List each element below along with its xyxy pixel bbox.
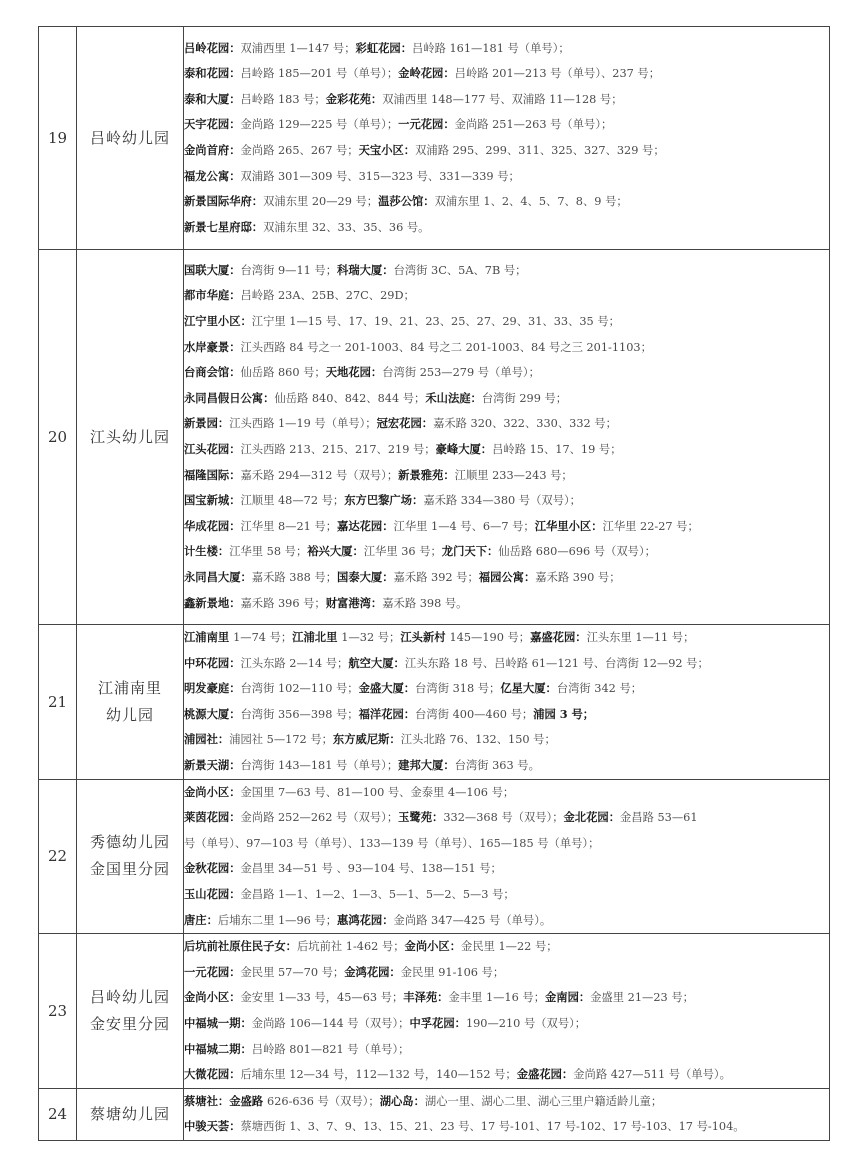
address-range: 金尚路 347—425 号（单号）。 <box>393 913 552 927</box>
address-range: 嘉禾路 294—312 号（双号）； <box>240 468 399 482</box>
estate-name: 永同昌假日公寓： <box>184 390 275 405</box>
estate-name: 金盛路 <box>229 1093 268 1108</box>
estate-name: 唐庄： <box>184 912 218 927</box>
zone-line <box>184 386 829 412</box>
estate-name: 玉山花园： <box>184 886 241 901</box>
kindergarten-name <box>77 625 184 780</box>
zone-detail <box>184 779 830 934</box>
zone-line <box>184 1037 829 1063</box>
address-range: 嘉禾路 398 号。 <box>382 596 468 610</box>
address-range: 吕岭路 185—201 号（单号）； <box>240 67 399 81</box>
estate-name: 新景七星府邸： <box>184 219 264 234</box>
address-range: 190—210 号（双号）； <box>465 1016 587 1030</box>
estate-name: 金尚首府： <box>184 143 241 157</box>
zone-line <box>184 625 829 651</box>
address-range: 金尚路 251—263 号（单号）； <box>454 118 613 132</box>
row-number: 24 <box>39 1088 77 1140</box>
estate-name: 吕岭花园： <box>184 40 241 55</box>
kindergarten-name-line: 江浦南里 <box>97 678 162 697</box>
estate-name: 明发豪庭： <box>184 681 241 696</box>
kindergarten-name <box>77 27 184 250</box>
estate-name: 华成花园： <box>184 518 241 533</box>
zone-detail <box>184 934 830 1089</box>
zone-line <box>184 1062 829 1088</box>
zone-line <box>184 335 829 361</box>
row-number: 22 <box>39 779 77 934</box>
address-range: 双浦西里 148—177 号、双浦路 11—128 号； <box>382 92 623 106</box>
estate-name: 惠鸿花园： <box>337 912 394 927</box>
address-range: 145—190 号； <box>449 631 531 644</box>
address-range: 嘉禾路 320、322、330、332 号； <box>433 417 617 431</box>
zone-line <box>184 258 829 284</box>
kindergarten-name <box>77 779 184 934</box>
zone-line <box>184 539 829 565</box>
estate-name: 建邦大厦： <box>398 757 455 772</box>
address-range: 江华里 1—4 号、6—7 号； <box>393 519 535 533</box>
kindergarten-name-line: 蔡塘幼儿园 <box>89 1104 170 1123</box>
estate-name: 航空大厦： <box>348 655 405 670</box>
address-range: 吕岭路 23A、25B、27C、29D； <box>240 289 415 303</box>
address-range: 金尚路 129—225 号（单号）； <box>240 118 399 132</box>
address-range: 金尚路 106—144 号（双号）； <box>251 1016 410 1030</box>
zone-line <box>184 138 829 164</box>
address-range: 嘉禾路 388 号； <box>251 570 338 584</box>
address-range: 台湾街 253—279 号（单号）； <box>382 366 540 380</box>
estate-name: 福隆国际： <box>184 467 241 482</box>
estate-name: 金秋花园： <box>184 861 241 876</box>
estate-name: 永同昌大厦： <box>184 569 252 584</box>
zone-line <box>184 565 829 591</box>
estate-name: 福园公寓： <box>478 569 536 584</box>
estate-name: 江华里小区： <box>534 518 603 533</box>
estate-name: 金南园： <box>545 990 591 1005</box>
estate-name: 江头花园： <box>184 442 241 456</box>
zone-line <box>184 934 829 960</box>
estate-name: 国泰大厦： <box>337 569 394 584</box>
estate-name: 金尚小区： <box>184 784 241 799</box>
estate-name: 国宝新城： <box>184 493 241 508</box>
zone-line <box>184 676 829 702</box>
estate-name: 莱茵花园： <box>184 810 241 825</box>
estate-name: 金盛花园： <box>516 1067 574 1082</box>
address-range: 江头西路 1—19 号（单号）； <box>229 417 377 431</box>
zone-line <box>184 831 829 857</box>
kindergarten-name <box>77 1088 184 1140</box>
estate-name: 中骏天荟： <box>184 1119 241 1134</box>
estate-name: 新景雅苑： <box>398 467 455 482</box>
address-range: 金尚路 265、267 号； <box>240 144 359 157</box>
address-range: 浦园社 5—172 号； <box>229 733 333 747</box>
table-body <box>39 27 830 1141</box>
estate-name: 国联大厦： <box>184 262 241 277</box>
address-range: 金昌里 34—51 号 、93—104 号、138—151 号； <box>240 862 502 876</box>
address-range: 金民里 91-106 号； <box>400 965 505 979</box>
estate-name: 金鸿花园： <box>344 964 401 979</box>
address-range: 626-636 号（双号）； <box>267 1094 380 1108</box>
address-range: 台湾街 400—460 号； <box>415 707 534 721</box>
zone-line <box>184 437 829 463</box>
estate-name: 财富港湾： <box>325 595 383 610</box>
estate-name: 东方巴黎广场： <box>344 493 424 508</box>
address-range: 台湾街 3C、5A、7B 号； <box>393 263 527 277</box>
address-range: 双浦西里 1—147 号； <box>240 41 356 55</box>
estate-name: 金岭花园： <box>398 66 455 81</box>
zone-line <box>184 780 829 806</box>
estate-name: 玉鹭苑： <box>398 810 444 825</box>
table-row <box>39 779 830 934</box>
address-range: 吕岭路 801—821 号（单号）； <box>251 1042 410 1056</box>
table-row <box>39 27 830 250</box>
address-range: 江头东里 1—11 号； <box>586 631 695 644</box>
zone-line <box>184 87 829 113</box>
zone-line <box>184 1089 829 1115</box>
zone-line <box>184 805 829 831</box>
estate-name: 金北花园： <box>563 810 620 825</box>
estate-name: 桃源大厦： <box>184 706 241 721</box>
address-range: 双浦路 295、299、311、325、327、329 号； <box>415 144 665 157</box>
zone-line <box>184 727 829 753</box>
address-range: 金安里 1—33 号，45—63 号； <box>240 991 404 1005</box>
address-range: 台湾街 9—11 号； <box>240 263 338 277</box>
estate-name: 温莎公馆： <box>378 194 435 209</box>
estate-name: 科瑞大厦： <box>337 262 394 277</box>
estate-name: 嘉达花园： <box>337 518 394 533</box>
address-range: 仙岳路 840、842、844 号； <box>274 391 426 405</box>
enrollment-zone-table <box>38 26 830 1141</box>
zone-line <box>184 189 829 215</box>
zone-line <box>184 1011 829 1037</box>
estate-name: 新景天湖： <box>184 757 241 772</box>
address-range: 金昌路 1—1、1—2、1—3、5—1、5—2、5—3 号； <box>240 887 515 901</box>
zone-line <box>184 1114 829 1140</box>
address-range: 江头东路 2—14 号； <box>240 656 349 670</box>
address-range: 号（单号）、97—103 号（单号）、133—139 号（单号）、165—185 号（单号）； <box>184 836 600 850</box>
address-range: 双浦路 301—309 号、315—323 号、331—339 号； <box>240 169 520 183</box>
estate-name: 泰和大厦： <box>184 91 241 106</box>
estate-name: 中孚花园： <box>409 1015 466 1030</box>
estate-name: 江浦南里 <box>184 630 234 644</box>
row-number: 19 <box>39 27 77 250</box>
address-range: 后坑前社 1-462 号； <box>296 940 405 954</box>
address-range: 江华里 36 号； <box>363 545 442 559</box>
zone-line <box>184 463 829 489</box>
zone-line <box>184 112 829 138</box>
address-range: 后埔东二里 1—96 号； <box>217 913 338 927</box>
address-range: 金盛里 21—23 号； <box>590 991 694 1005</box>
estate-name: 天宇花园： <box>184 117 241 132</box>
address-range: 江华里 8—21 号； <box>240 519 338 533</box>
estate-name: 湖心岛： <box>379 1093 425 1108</box>
address-range: 金民里 1—22 号； <box>461 940 558 954</box>
row-number: 23 <box>39 934 77 1089</box>
estate-name: 浦园 3 号； <box>533 706 595 721</box>
estate-name: 福洋花园： <box>358 706 416 721</box>
estate-name: 金盛大厦： <box>358 681 416 696</box>
zone-detail <box>184 625 830 780</box>
address-range: 仙岳路 680—696 号（双号）； <box>498 545 656 559</box>
estate-name: 新景国际华府： <box>184 194 264 209</box>
zone-line <box>184 753 829 779</box>
table-row <box>39 1088 830 1140</box>
address-range: 湖心一里、湖心二里、湖心三里户籍适龄儿童； <box>424 1094 663 1108</box>
kindergarten-name <box>77 934 184 1089</box>
kindergarten-name-line: 江头幼儿园 <box>89 427 170 446</box>
address-range: 台湾街 342 号； <box>556 682 643 696</box>
kindergarten-name-line: 金国里分园 <box>89 860 170 879</box>
address-range: 台湾街 356—398 号； <box>240 707 359 721</box>
address-range: 金尚路 427—511 号（单号）。 <box>573 1068 731 1082</box>
estate-name: 亿星大厦： <box>500 681 557 696</box>
estate-name: 江浦北里 <box>292 630 342 644</box>
estate-name: 龙门天下： <box>441 544 499 559</box>
address-range: 江顺里 233—243 号； <box>454 468 573 482</box>
estate-name: 水岸豪景： <box>184 339 241 354</box>
address-range: 嘉禾路 334—380 号（双号）； <box>423 494 581 508</box>
zone-line <box>184 985 829 1011</box>
estate-name: 江头新村 <box>400 630 450 644</box>
zone-line <box>184 36 829 62</box>
estate-name: 后坑前社原住民子女： <box>184 939 297 954</box>
estate-name: 一元花园： <box>184 964 241 979</box>
zone-line <box>184 360 829 386</box>
address-range: 台湾街 363 号。 <box>454 758 540 772</box>
address-range: 江头西路 213、215、217、219 号； <box>240 443 436 456</box>
kindergarten-name-line: 秀德幼儿园 <box>89 833 170 852</box>
address-range: 台湾街 102—110 号； <box>240 682 359 696</box>
address-range: 金丰里 1—16 号； <box>448 991 545 1005</box>
estate-name: 中福城二期： <box>184 1041 252 1056</box>
address-range: 金尚路 252—262 号（双号）； <box>240 811 399 825</box>
address-range: 金昌路 53—61 <box>620 811 698 825</box>
address-range: 江宁里 1—15 号、17、19、21、23、25、27、29、31、33、35 号； <box>251 315 620 329</box>
address-range: 台湾街 299 号； <box>481 391 568 405</box>
kindergarten-name-line: 金安里分园 <box>89 1014 170 1033</box>
address-range: 台湾街 143—181 号（单号）； <box>240 758 399 772</box>
row-number: 21 <box>39 625 77 780</box>
estate-name: 台商会馆： <box>184 365 241 380</box>
estate-name: 中环花园： <box>184 655 241 670</box>
estate-name: 裕兴大厦： <box>307 544 364 559</box>
estate-name: 天地花园： <box>325 365 383 380</box>
estate-name: 东方威尼斯： <box>332 732 401 747</box>
address-range: 台湾街 318 号； <box>415 682 501 696</box>
address-range: 嘉禾路 390 号； <box>535 570 621 584</box>
address-range: 双浦东里 32、33、35、36 号。 <box>263 220 430 234</box>
zone-line <box>184 61 829 87</box>
estate-name: 丰泽苑： <box>403 990 449 1005</box>
zone-line <box>184 702 829 728</box>
zone-line <box>184 856 829 882</box>
estate-name: 一元花园： <box>398 117 455 132</box>
zone-line <box>184 309 829 335</box>
estate-name: 江宁里小区： <box>184 314 252 329</box>
estate-name: 冠宏花园： <box>376 416 434 431</box>
table-row <box>39 934 830 1089</box>
address-range: 江头东路 18 号、吕岭路 61—121 号、台湾街 12—92 号； <box>404 656 709 670</box>
address-range: 江头北路 76、132、150 号； <box>400 733 556 747</box>
estate-name: 禾山法庭： <box>425 390 482 405</box>
estate-name: 彩虹花园： <box>355 40 413 55</box>
estate-name: 新景园： <box>184 416 230 431</box>
zone-line <box>184 488 829 514</box>
kindergarten-name <box>77 250 184 625</box>
zone-line <box>184 283 829 309</box>
address-range: 后埔东里 12—34 号，112—132 号，140—152 号； <box>240 1068 517 1082</box>
estate-name: 泰和花园： <box>184 66 241 81</box>
zone-detail <box>184 27 830 250</box>
zone-detail <box>184 250 830 625</box>
zone-line <box>184 960 829 986</box>
address-range: 吕岭路 15、17、19 号； <box>492 443 622 456</box>
estate-name: 嘉盛花园： <box>530 630 587 644</box>
address-range: 江华里 58 号； <box>229 545 308 559</box>
estate-name: 都市华庭： <box>184 288 241 303</box>
address-range: 金国里 7—63 号、81—100 号、金泰里 4—106 号； <box>240 785 515 799</box>
kindergarten-name-line: 吕岭幼儿园 <box>89 987 170 1006</box>
table-row <box>39 250 830 625</box>
address-range: 嘉禾路 396 号； <box>240 596 326 610</box>
address-range: 江华里 22-27 号； <box>602 519 699 533</box>
address-range: 1—74 号； <box>233 631 293 644</box>
address-range: 仙岳路 860 号； <box>240 366 326 380</box>
address-range: 蔡塘西街 1、3、7、9、13、15、21、23 号、17 号-101、17 号-102、17 号-103、17 号-104。 <box>240 1120 745 1134</box>
address-range: 1—32 号； <box>341 631 401 644</box>
address-range: 332—368 号（双号）； <box>443 811 564 825</box>
zone-line <box>184 514 829 540</box>
zone-line <box>184 591 829 617</box>
estate-name: 豪峰大厦： <box>435 442 493 456</box>
kindergarten-name-line: 吕岭幼儿园 <box>89 128 170 147</box>
zone-detail <box>184 1088 830 1140</box>
zone-line <box>184 908 829 934</box>
estate-name: 蔡塘社： <box>184 1093 230 1108</box>
estate-name: 大微花园： <box>184 1067 241 1082</box>
estate-name: 浦园社： <box>184 732 230 747</box>
address-range: 江头西路 84 号之一 201-1003、84 号之二 201-1003、84 号之三 201-1103； <box>240 340 652 354</box>
estate-name: 鑫新景地： <box>184 595 241 610</box>
estate-name: 中福城一期： <box>184 1015 252 1030</box>
address-range: 吕岭路 161—181 号（单号）； <box>412 41 570 55</box>
estate-name: 金尚小区： <box>404 939 462 954</box>
row-number: 20 <box>39 250 77 625</box>
estate-name: 天宝小区： <box>358 143 416 157</box>
estate-name: 金尚小区： <box>184 990 241 1005</box>
zone-line <box>184 164 829 190</box>
table-row <box>39 625 830 780</box>
address-range: 江顺里 48—72 号； <box>240 494 345 508</box>
zone-line <box>184 215 829 241</box>
estate-name: 福龙公寓： <box>184 168 241 183</box>
estate-name: 金彩花苑： <box>325 91 383 106</box>
address-range: 双浦东里 20—29 号； <box>263 195 379 209</box>
zone-line <box>184 882 829 908</box>
address-range: 双浦东里 1、2、4、5、7、8、9 号； <box>434 195 628 209</box>
address-range: 吕岭路 183 号； <box>240 92 326 106</box>
address-range: 吕岭路 201—213 号（单号）、237 号； <box>454 67 661 81</box>
address-range: 嘉禾路 392 号； <box>393 570 479 584</box>
estate-name: 计生楼： <box>184 544 230 559</box>
address-range: 金民里 57—70 号； <box>240 965 345 979</box>
zone-line <box>184 411 829 437</box>
kindergarten-name-line: 幼儿园 <box>105 705 154 724</box>
zone-line <box>184 651 829 677</box>
